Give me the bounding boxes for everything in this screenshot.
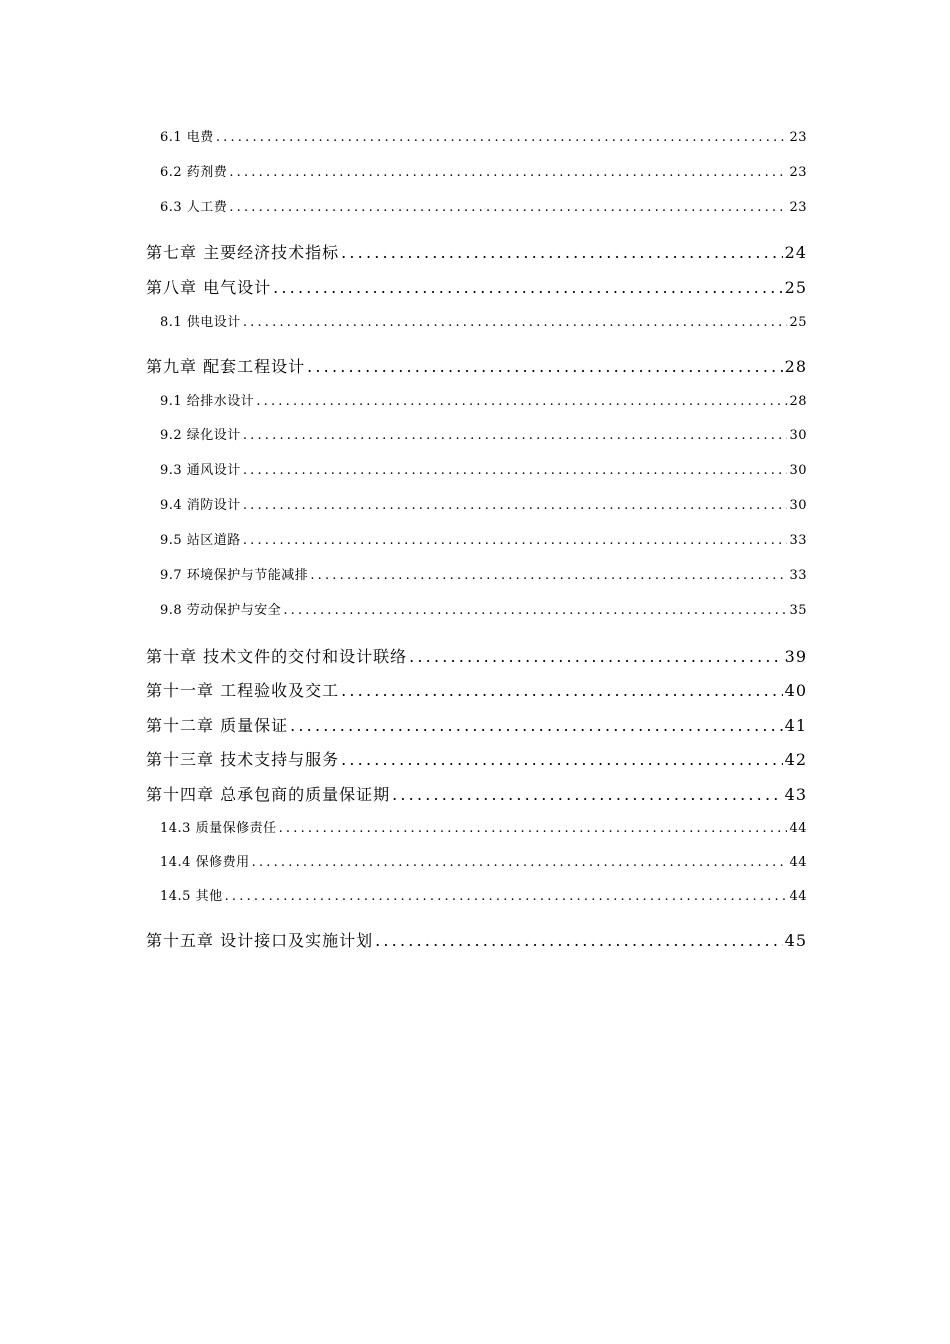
toc-entry[interactable] (160, 529, 807, 548)
toc-dot-leader (341, 681, 783, 700)
toc-page-number: 35 (789, 603, 807, 618)
toc-entry-label: 9.8 劳动保护与安全 (160, 603, 282, 618)
toc-entry-label: 9.5 站区道路 (160, 533, 241, 548)
toc-dot-leader (225, 889, 788, 904)
toc-page-number: 23 (789, 200, 807, 215)
toc-page-number: 44 (789, 889, 807, 904)
toc-dot-leader (256, 394, 787, 409)
toc-entry-label: 第七章 主要经济技术指标 (146, 243, 340, 262)
toc-dot-leader (392, 785, 783, 804)
toc-chapter-entry[interactable] (146, 678, 807, 701)
toc-page-number: 33 (789, 568, 807, 583)
toc-chapter-entry[interactable] (146, 644, 807, 667)
toc-entry[interactable] (160, 494, 807, 513)
toc-entry-label: 第八章 电气设计 (146, 278, 272, 297)
toc-dot-leader (279, 821, 788, 836)
toc-dot-leader (375, 931, 783, 950)
toc-dot-leader (283, 603, 787, 618)
toc-dot-leader (243, 533, 788, 548)
toc-page-number: 28 (789, 394, 807, 409)
toc-dot-leader (252, 855, 788, 870)
toc-entry-label: 第九章 配套工程设计 (146, 357, 306, 376)
toc-entry-label: 第十一章 工程验收及交工 (146, 681, 340, 700)
toc-entry-label: 9.2 绿化设计 (160, 428, 241, 443)
toc-chapter-entry[interactable] (146, 275, 807, 298)
toc-entry-label: 6.3 人工费 (160, 200, 228, 215)
toc-dot-leader (307, 357, 783, 376)
toc-page-number: 39 (784, 647, 807, 666)
toc-dot-leader (229, 165, 787, 180)
toc-entry-label: 第十五章 设计接口及实施计划 (146, 931, 374, 950)
toc-entry[interactable] (160, 885, 807, 904)
toc-chapter-entry[interactable] (146, 747, 807, 770)
toc-page-number: 41 (784, 716, 807, 735)
toc-page-number: 25 (789, 315, 807, 330)
toc-entry[interactable] (160, 564, 807, 583)
toc-page-number: 44 (789, 821, 807, 836)
toc-entry[interactable] (160, 126, 807, 145)
toc-page-number: 30 (789, 498, 807, 513)
toc-page-number: 25 (784, 278, 807, 297)
toc-dot-leader (273, 278, 783, 297)
toc-page-number: 24 (784, 243, 807, 262)
toc-dot-leader (290, 716, 783, 735)
toc-entry[interactable] (160, 599, 807, 618)
toc-entry[interactable] (160, 161, 807, 180)
toc-entry[interactable] (160, 817, 807, 836)
toc-dot-leader (341, 750, 783, 769)
toc-page-number: 44 (789, 855, 807, 870)
toc-page-number: 40 (784, 681, 807, 700)
toc-entry[interactable] (160, 459, 807, 478)
toc-entry[interactable] (160, 196, 807, 215)
toc-dot-leader (229, 200, 787, 215)
toc-entry-label: 14.3 质量保修责任 (160, 821, 277, 836)
toc-chapter-entry[interactable] (146, 928, 807, 951)
toc-page-number: 43 (784, 785, 807, 804)
toc-entry-label: 第十四章 总承包商的质量保证期 (146, 785, 391, 804)
toc-page-number: 30 (789, 463, 807, 478)
toc-page-number: 23 (789, 165, 807, 180)
toc-entry[interactable] (160, 424, 807, 443)
toc-entry[interactable] (160, 851, 807, 870)
toc-page-number: 28 (784, 357, 807, 376)
toc-entry[interactable] (160, 311, 807, 330)
toc-page-number: 45 (784, 931, 807, 950)
toc-dot-leader (243, 463, 788, 478)
toc-entry-label: 第十三章 技术支持与服务 (146, 750, 340, 769)
toc-entry-label: 14.5 其他 (160, 889, 223, 904)
toc-dot-leader (216, 130, 788, 145)
toc-page-number: 42 (784, 750, 807, 769)
toc-dot-leader (243, 498, 788, 513)
toc-entry-label: 6.1 电费 (160, 130, 214, 145)
toc-page-number: 23 (789, 130, 807, 145)
toc-page-number: 30 (789, 428, 807, 443)
toc-entry-label: 9.4 消防设计 (160, 498, 241, 513)
toc-dot-leader (243, 315, 788, 330)
toc-entry[interactable] (160, 390, 807, 409)
toc-chapter-entry[interactable] (146, 240, 807, 263)
toc-entry-label: 第十二章 质量保证 (146, 716, 289, 735)
toc-chapter-entry[interactable] (146, 713, 807, 736)
toc-dot-leader (409, 647, 783, 666)
toc-entry-label: 8.1 供电设计 (160, 315, 241, 330)
toc-dot-leader (341, 243, 783, 262)
toc-entry-label: 9.3 通风设计 (160, 463, 241, 478)
toc-chapter-entry[interactable] (146, 782, 807, 805)
toc-dot-leader (310, 568, 787, 583)
toc-entry-label: 9.7 环境保护与节能减排 (160, 568, 309, 583)
toc-chapter-entry[interactable] (146, 354, 807, 377)
toc-entry-label: 14.4 保修费用 (160, 855, 250, 870)
toc-dot-leader (243, 428, 788, 443)
toc-entry-label: 第十章 技术文件的交付和设计联络 (146, 647, 408, 666)
toc-entry-label: 6.2 药剂费 (160, 165, 228, 180)
toc-page-number: 33 (789, 533, 807, 548)
toc-entry-label: 9.1 给排水设计 (160, 394, 255, 409)
